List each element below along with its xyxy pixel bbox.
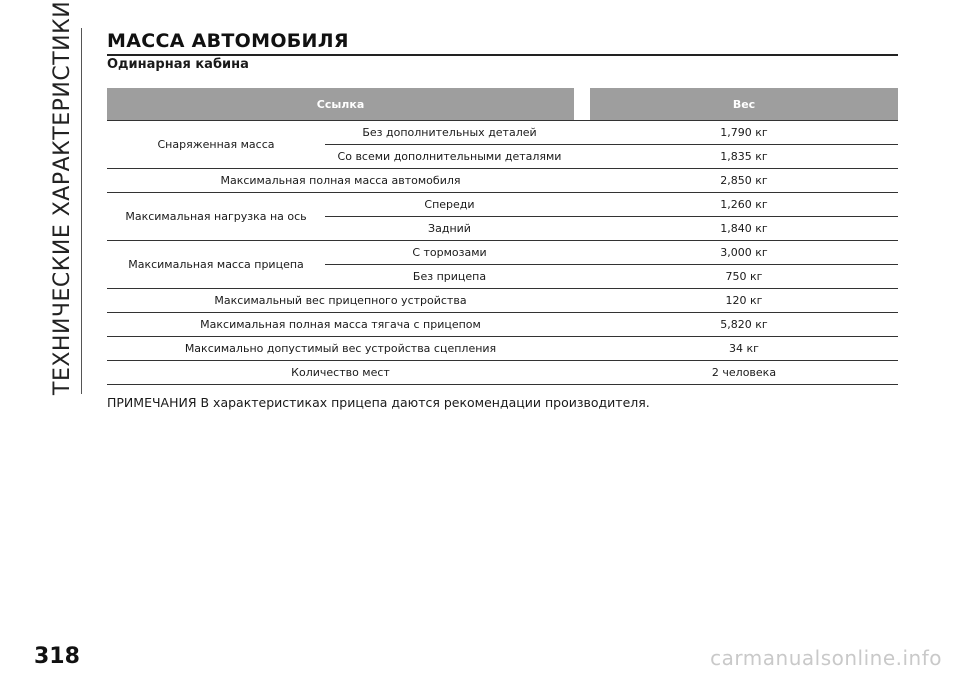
row-value: 120 кг	[590, 289, 898, 313]
row-value: 2 человека	[590, 361, 898, 385]
row-sublabel: Задний	[325, 217, 574, 241]
table-header-row	[107, 88, 898, 121]
section-header	[107, 28, 898, 56]
watermark: carmanualsonline.info	[710, 646, 942, 670]
row-sublabel: Спереди	[325, 193, 574, 217]
chapter-side-title: ТЕХНИЧЕСКИЕ ХАРАКТЕРИСТИКИ	[50, 0, 75, 395]
table-row	[107, 289, 898, 313]
row-value: 750 кг	[590, 265, 898, 289]
table-row	[107, 361, 898, 385]
row-sublabel: Со всеми дополнительными деталями	[325, 145, 574, 169]
table-row	[107, 169, 898, 193]
row-sublabel: С тормозами	[325, 241, 574, 265]
side-divider	[81, 28, 82, 394]
row-value: 34 кг	[590, 337, 898, 361]
page-number: 318	[34, 644, 80, 669]
footnote: ПРИМЕЧАНИЯ В характеристиках прицепа даются рекомендации производителя.	[107, 395, 650, 410]
header-ref: Ссылка	[107, 88, 574, 121]
header-gap	[574, 88, 590, 121]
table-row	[107, 193, 898, 217]
row-value: 1,260 кг	[590, 193, 898, 217]
row-label: Снаряженная масса	[107, 121, 325, 169]
section-title: МАССА АВТОМОБИЛЯ	[107, 30, 349, 52]
row-value: 1,840 кг	[590, 217, 898, 241]
table-row	[107, 241, 898, 265]
table-row	[107, 121, 898, 145]
row-label: Максимальная нагрузка на ось	[107, 193, 325, 241]
section-subtitle: Одинарная кабина	[107, 57, 249, 72]
row-value: 1,835 кг	[590, 145, 898, 169]
row-value: 5,820 кг	[590, 313, 898, 337]
row-value: 3,000 кг	[590, 241, 898, 265]
row-sublabel: Без прицепа	[325, 265, 574, 289]
row-label: Максимальная полная масса тягача с прицепом	[107, 313, 574, 337]
row-value: 2,850 кг	[590, 169, 898, 193]
row-label: Максимальная масса прицепа	[107, 241, 325, 289]
row-value: 1,790 кг	[590, 121, 898, 145]
table-row	[107, 313, 898, 337]
weight-table	[107, 88, 898, 385]
row-label: Максимальная полная масса автомобиля	[107, 169, 574, 193]
row-label: Максимально допустимый вес устройства сцепления	[107, 337, 574, 361]
row-label: Количество мест	[107, 361, 574, 385]
table-row	[107, 337, 898, 361]
row-sublabel: Без дополнительных деталей	[325, 121, 574, 145]
row-label: Максимальный вес прицепного устройства	[107, 289, 574, 313]
header-weight: Вес	[590, 88, 898, 121]
